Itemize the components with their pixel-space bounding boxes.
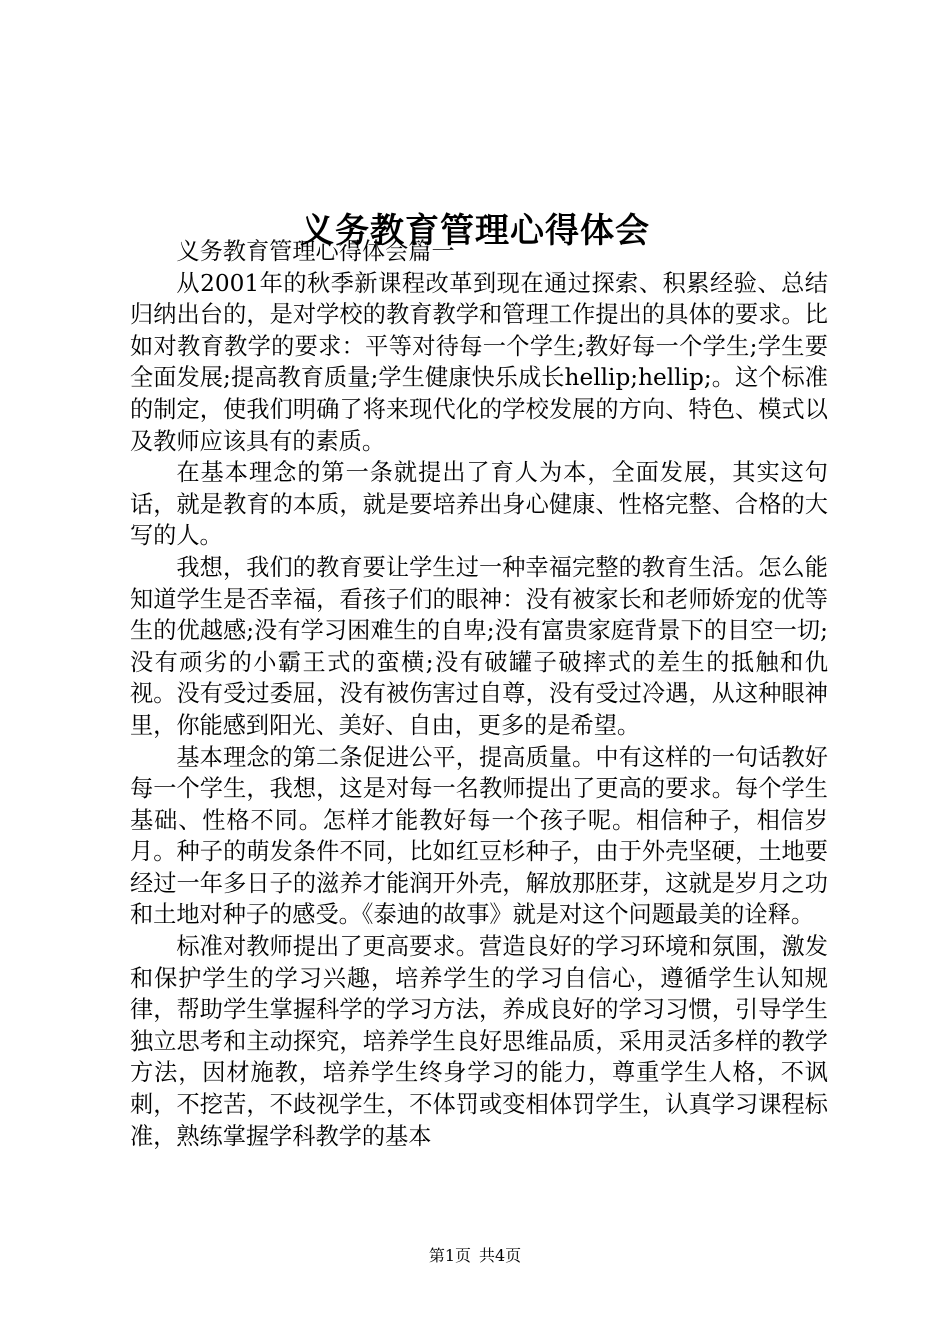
page-total: 共4页 xyxy=(479,1246,522,1265)
paragraph: 从2001年的秋季新课程改革到现在通过探索、积累经验、总结归纳出台的，是对学校的教育教学和管理工作提出的具体的要求。比如对教育教学的要求：平等对待每一个学生;教好每一个学生;学生要全面发展;提高教育质量;学生健康快乐成长hellip;hellip;。这个标准的制定，使我们明确了将来现代化的学校发展的方向、特色、模式以及教师应该具有的素质。 xyxy=(130,269,828,455)
paragraph: 标准对教师提出了更高要求。营造良好的学习环境和氛围，激发和保护学生的学习兴趣，培养学生的学习自信心，遵循学生认知规律，帮助学生掌握科学的学习方法，养成良好的学习习惯，引导学生独立思考和主动探究，培养学生良好思维品质，采用灵活多样的教学方法，因材施教，培养学生终身学习的能力，尊重学生人格，不讽刺，不挖苦，不歧视学生，不体罚或变相体罚学生，认真学习课程标准，熟练掌握学科教学的基本 xyxy=(130,933,828,1150)
paragraph-subtitle: 义务教育管理心得体会篇一 xyxy=(176,238,455,265)
paragraph: 基本理念的第二条促进公平，提高质量。中有这样的一句话教好每一个学生，我想，这是对每一名教师提出了更高的要求。每个学生基础、性格不同。怎样才能教好每一个孩子呢。相信种子，相信岁月。种子的萌发条件不同，比如红豆杉种子，由于外壳坚硬，土地要经过一年多日子的滋养才能润开外壳，解放那胚芽，这就是岁月之功和土地对种子的感受。《泰迪的故事》就是对这个问题最美的诠释。 xyxy=(130,743,828,929)
document-body xyxy=(130,236,828,1152)
paragraph: 我想，我们的教育要让学生过一种幸福完整的教育生活。怎么能知道学生是否幸福，看孩子们的眼神：没有被家长和老师娇宠的优等生的优越感;没有学习困难生的自卑;没有富贵家庭背景下的目空一切;没有顽劣的小霸王式的蛮横;没有破罐子破摔式的差生的抵触和仇视。没有受过委屈，没有被伤害过自尊，没有受过冷遇，从这种眼神里，你能感到阳光、美好、自由，更多的是希望。 xyxy=(130,553,828,739)
document-title: 义务教育管理心得体会 xyxy=(300,210,650,251)
page-footer xyxy=(0,1246,950,1266)
page-number: 第1页 xyxy=(428,1246,471,1265)
paragraph: 在基本理念的第一条就提出了育人为本，全面发展，其实这句话，就是教育的本质，就是要培养出身心健康、性格完整、合格的大写的人。 xyxy=(130,459,828,550)
